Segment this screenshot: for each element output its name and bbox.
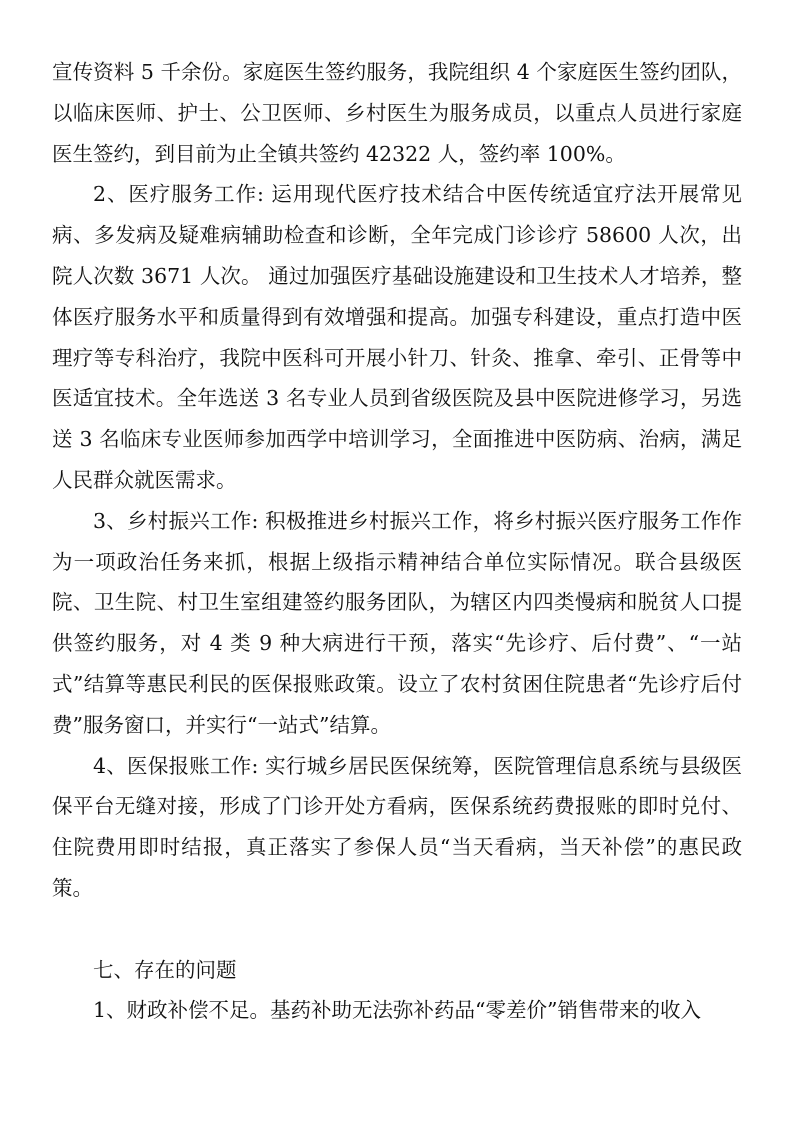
document-body — [52, 52, 742, 1031]
paragraph-insurance: 4、医保报账工作: 实行城乡居民医保统筹，医院管理信息系统与县级医保平台无缝对接，形成了门诊开处方看病，医保系统药费报账的即时兑付、住院费用即时结报，真正落实了参保人员“当天看病，当天补偿”的惠民政策。 — [52, 753, 742, 900]
paragraph-rural-revitalization: 3、乡村振兴工作: 积极推进乡村振兴工作，将乡村振兴医疗服务工作作为一项政治任务来抓，根据上级指示精神结合单位实际情况。联合县级医院、卫生院、村卫生室组建签约服务团队，为辖区内四类慢病和脱贫人口提供签约服务，对 4 类 9 种大病进行干预，落实“先诊疗、后付费”、“一站式”结算等惠民利民的医保报账政策。设立了农村贫困住院患者“先诊疗后付费”服务窗口，并实行“一站式”结算。 — [52, 508, 742, 737]
section-heading: 七、存在的问题 — [93, 957, 237, 982]
paragraph-continuation: 宣传资料 5 千余份。家庭医生签约服务，我院组织 4 个家庭医生签约团队，以临床医师、护士、公卫医师、乡村医生为服务成员，以重点人员进行家庭医生签约，到目前为止全镇共签约 42322 人，签约率 100%。 — [52, 60, 742, 166]
paragraph-medical-service: 2、医疗服务工作: 运用现代医疗技术结合中医传统适宜疗法开展常见病、多发病及疑难病辅助检查和诊断，全年完成门诊诊疗 58600 人次，出院人次数 3671 人次。 通过加强医疗基础设施建设和卫生技术人才培养，整体医疗服务水平和质量得到有效增强和提高。加强专科建设，重点打造中医理疗等专科治疗，我院中医科可开展小针刀、针灸、推拿、牵引、正骨等中医适宜技术。全年选送 3 名专业人员到省级医院及县中医院进修学习，另选送 3 名临床专业医师参加西学中培训学习，全面推进中医防病、治病，满足人民群众就医需求。 — [52, 182, 742, 492]
paragraph-problem-1: 1、财政补偿不足。基药补助无法弥补药品“零差价”销售带来的收入 — [93, 998, 702, 1023]
